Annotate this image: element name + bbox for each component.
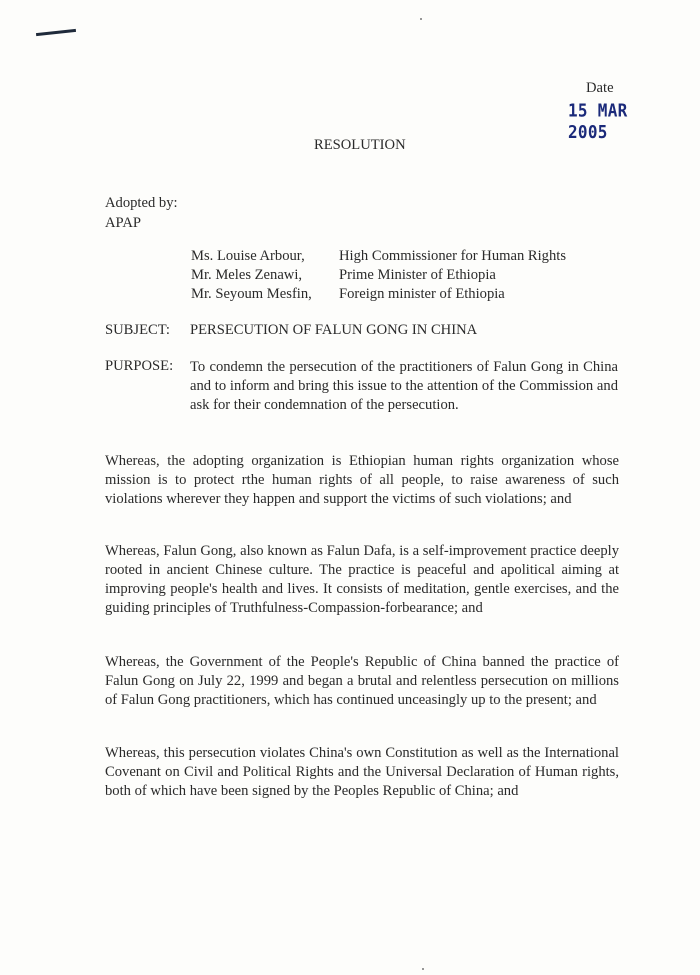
whereas-clause <box>105 452 619 509</box>
recipient-name: Mr. Meles Zenawi, <box>191 267 303 283</box>
scan-mark <box>36 29 76 36</box>
recipient-title: High Commissioner for Human Rights <box>339 248 567 264</box>
clause-text: the adopting organization is Ethiopian human rights organization whose mission is to protect rthe human rights of all people, to raise awareness of such violations wherever they happen and support the victims of such violations; and <box>105 453 619 507</box>
clause-lead: Whereas, <box>105 543 160 559</box>
whereas-clause <box>105 653 619 710</box>
recipient-name: Mr. Seyoum Mesfin, <box>191 286 312 302</box>
whereas-clause <box>105 744 619 801</box>
adopted-by-block <box>105 193 178 233</box>
recipient-name: Ms. Louise Arbour, <box>191 248 305 264</box>
purpose-block <box>105 358 618 415</box>
recipient-row <box>191 285 566 304</box>
subject-label: SUBJECT: <box>105 322 170 338</box>
purpose-text: To condemn the persecution of the practitioners of Falun Gong in China and to inform and bring this issue to the attention of the Commission and ask for their condemnation of the persecution. <box>190 359 618 413</box>
recipient-row <box>191 247 566 266</box>
clause-text: the Government of the People's Republic of China banned the practice of Falun Gong on July 22, 1999 and began a brutal and relentless persecution on millions of Falun Gong practitioners, which has continued unceasingly up to the present; and <box>105 654 619 708</box>
recipient-title: Foreign minister of Ethiopia <box>339 286 505 302</box>
adopted-by-label: Adopted by: <box>105 195 178 211</box>
recipient-row <box>191 266 566 285</box>
scan-speck <box>420 18 422 20</box>
purpose-label: PURPOSE: <box>105 358 174 374</box>
clause-text: Falun Gong, also known as Falun Dafa, is a self-improvement practice deeply rooted in ancient Chinese culture. The practice is peaceful and apolitical aiming at improving people's health and lives. It consists of meditation, gentle exercises, and the guiding principles of Truthfulness-Compassion-forbearance; and <box>105 543 619 616</box>
whereas-clause <box>105 542 619 618</box>
adopting-organization: APAP <box>105 215 141 231</box>
subject-text: PERSECUTION OF FALUN GONG IN CHINA <box>190 322 478 338</box>
clause-lead: Whereas, <box>105 654 160 670</box>
clause-lead: Whereas, <box>105 745 160 761</box>
clause-lead: Whereas, <box>105 453 160 469</box>
clause-text: this persecution violates China's own Constitution as well as the International Covenant on Civil and Political Rights and the Universal Declaration of Human rights, both of which have been signed by the Peoples Republic of China; and <box>105 745 619 799</box>
recipients-list <box>191 247 566 304</box>
scan-speck <box>422 968 424 970</box>
date-stamp: 15 MAR 2005 <box>568 99 628 143</box>
recipient-title: Prime Minister of Ethiopia <box>339 267 496 283</box>
subject-line <box>105 322 477 339</box>
date-label: Date <box>586 80 614 96</box>
document-title: RESOLUTION <box>314 137 406 153</box>
